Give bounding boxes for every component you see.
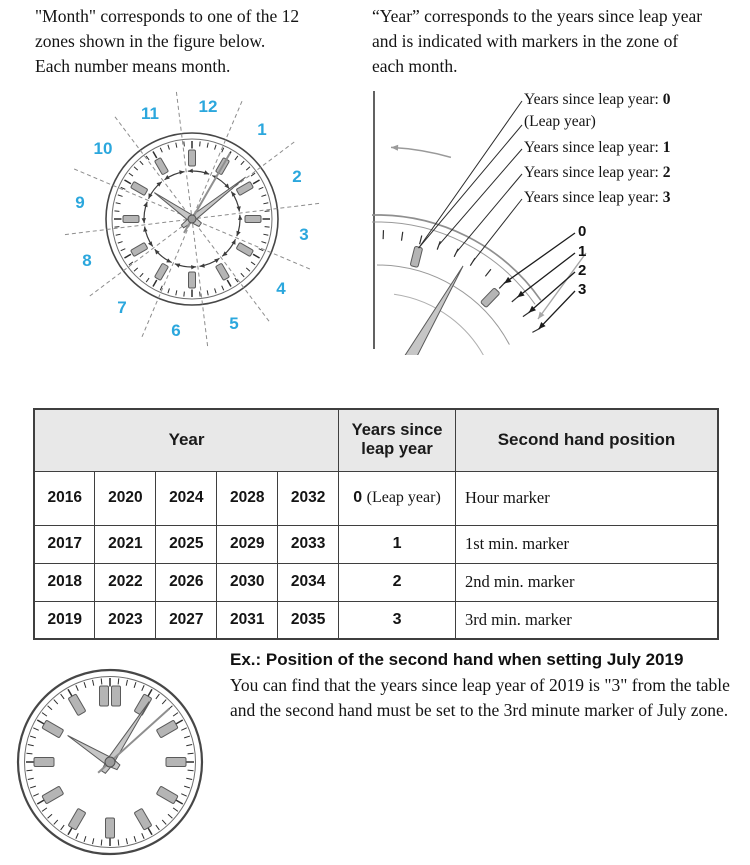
- month-zone-number: 12: [199, 97, 218, 117]
- label-text: Years since leap year:: [524, 164, 663, 181]
- year-cell: 2027: [156, 601, 217, 639]
- example-watch-diagram: [10, 664, 210, 860]
- month-zone-number: 5: [229, 314, 238, 334]
- example-block: [230, 650, 746, 723]
- since-cell: [339, 525, 456, 563]
- marker-number-0: 0: [578, 223, 586, 240]
- label-text: Years since leap year:: [524, 91, 663, 108]
- position-cell: Hour marker: [455, 471, 718, 525]
- leap-year-label-3: [524, 189, 671, 207]
- label-value: 2: [663, 164, 671, 181]
- month-zone-number: 10: [94, 139, 113, 159]
- marker-number-3: 3: [578, 281, 586, 298]
- year-cell: 2023: [95, 601, 156, 639]
- position-cell: 2nd min. marker: [455, 563, 718, 601]
- table-row: [34, 563, 718, 601]
- label-value: 3: [663, 189, 671, 206]
- leap-year-note: (Leap year): [524, 113, 596, 131]
- month-section: [35, 4, 350, 351]
- month-zone-number: 4: [276, 279, 285, 299]
- year-cell: 2020: [95, 471, 156, 525]
- since-value: 2: [393, 573, 402, 590]
- year-cell: 2026: [156, 563, 217, 601]
- leap-year-label-1: [524, 139, 671, 157]
- col-header-position: Second hand position: [455, 409, 718, 471]
- marker-number-2: 2: [578, 262, 586, 279]
- year-cell: 2021: [95, 525, 156, 563]
- year-cell: 2035: [278, 601, 339, 639]
- year-cell: 2031: [217, 601, 278, 639]
- year-cell: 2025: [156, 525, 217, 563]
- year-zoom-diagram: [372, 85, 749, 355]
- position-cell: 1st min. marker: [455, 525, 718, 563]
- since-cell: [339, 471, 456, 525]
- month-note-text: Each number means month.: [35, 54, 335, 79]
- month-zone-number: 1: [257, 120, 266, 140]
- example-body: You can find that the years since leap year of 2019 is "3" from the table and the second hand must be set to the 3rd minute marker of July zone.: [230, 673, 746, 723]
- table-header-row: [34, 409, 718, 471]
- col-header-year: Year: [34, 409, 339, 471]
- table-row: [34, 525, 718, 563]
- year-cell: 2017: [34, 525, 95, 563]
- year-cell: 2016: [34, 471, 95, 525]
- year-cell: 2018: [34, 563, 95, 601]
- month-zone-number: 6: [171, 321, 180, 341]
- label-text: Years since leap year:: [524, 189, 663, 206]
- since-note: (Leap year): [367, 489, 441, 506]
- month-zone-number: 8: [82, 251, 91, 271]
- since-value: 3: [393, 611, 402, 628]
- since-value: 1: [393, 535, 402, 552]
- year-cell: 2034: [278, 563, 339, 601]
- year-cell: 2029: [217, 525, 278, 563]
- leap-year-label-2: [524, 164, 671, 182]
- leap-year-label-0: [524, 91, 671, 109]
- month-zone-number: 7: [117, 298, 126, 318]
- year-cell: 2024: [156, 471, 217, 525]
- leap-year-table: [33, 408, 719, 640]
- since-cell: [339, 601, 456, 639]
- table-row: [34, 471, 718, 525]
- since-cell: [339, 563, 456, 601]
- year-cell: 2030: [217, 563, 278, 601]
- year-intro-text: “Year” corresponds to the years since leap year and is indicated with markers in the zone of each month.: [372, 4, 704, 79]
- since-value: 0: [353, 489, 362, 506]
- month-zone-number: 9: [75, 193, 84, 213]
- col-header-since: Years since leap year: [339, 409, 456, 471]
- label-text: Years since leap year:: [524, 139, 663, 156]
- example-watch-icon: [10, 664, 210, 860]
- year-cell: 2033: [278, 525, 339, 563]
- table-row: [34, 601, 718, 639]
- year-section: [372, 4, 749, 355]
- example-title: Ex.: Position of the second hand when setting July 2019: [230, 650, 746, 670]
- position-cell: 3rd min. marker: [455, 601, 718, 639]
- year-cell: 2028: [217, 471, 278, 525]
- month-zone-number: 2: [292, 167, 301, 187]
- month-dial-watch-icon: [27, 87, 357, 351]
- year-cell: 2032: [278, 471, 339, 525]
- marker-number-1: 1: [578, 243, 586, 260]
- month-zone-number: 3: [299, 225, 308, 245]
- month-dial-diagram: [27, 87, 357, 351]
- label-value: 0: [663, 91, 671, 108]
- label-value: 1: [663, 139, 671, 156]
- month-zone-number: 11: [141, 104, 159, 124]
- year-cell: 2022: [95, 563, 156, 601]
- month-intro-text: "Month" corresponds to one of the 12 zones shown in the figure below.: [35, 4, 335, 54]
- year-cell: 2019: [34, 601, 95, 639]
